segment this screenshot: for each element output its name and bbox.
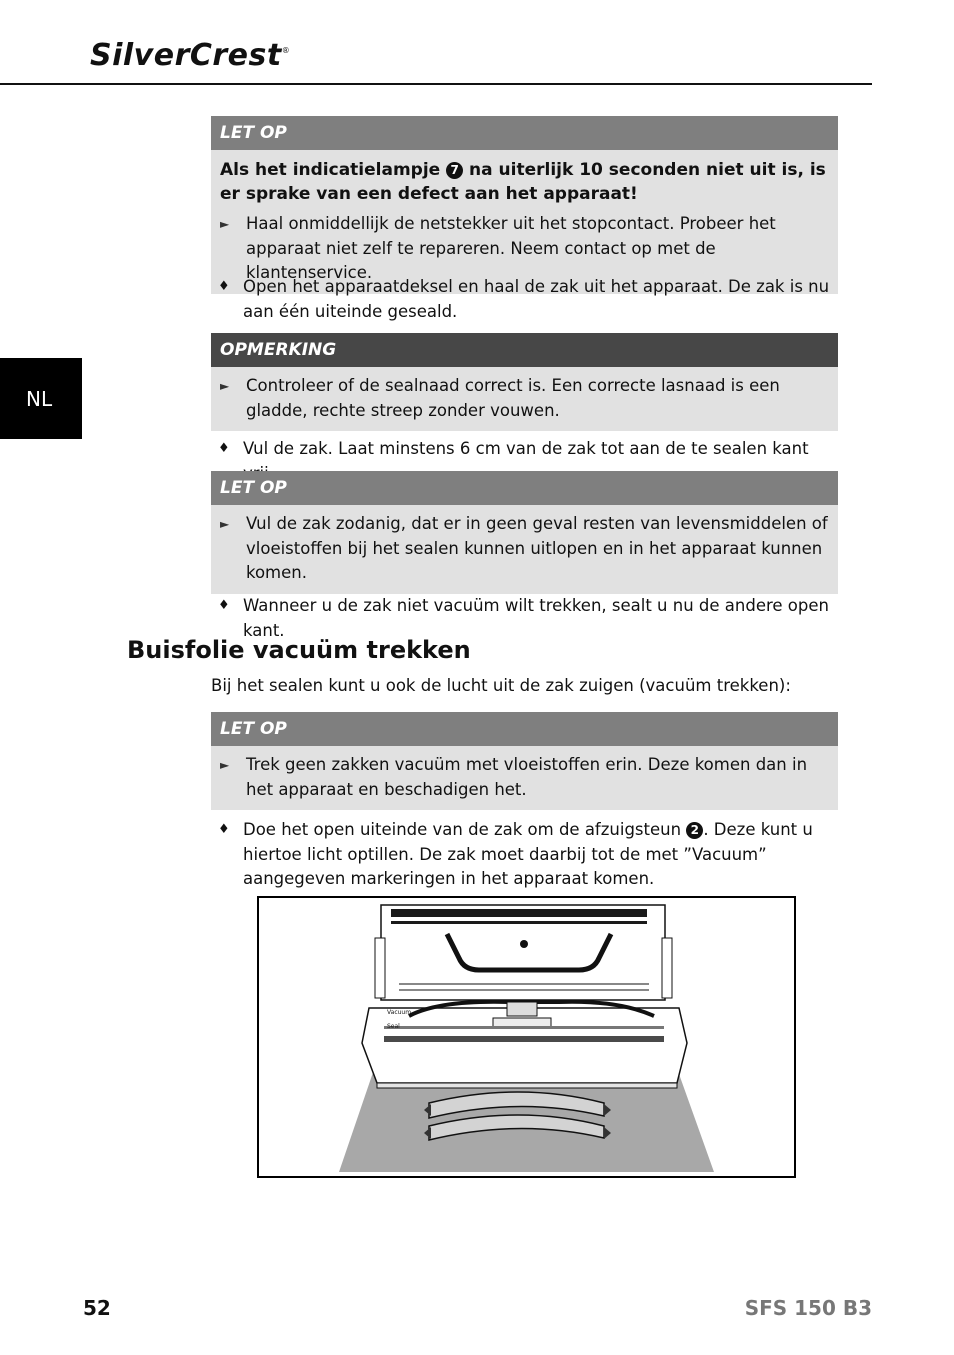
list-item: ► Vul de zak zodanig, dat er in geen geval resten van levensmiddelen of vloeistoffen bij het sealen kunnen uitlopen en in het apparaat kunnen komen.: [220, 512, 828, 586]
warning-statement: Als het indicatielampje 7 na uiterlijk 10 seconden niet uit is, is er sprake van een defect aan het apparaat!: [220, 160, 826, 204]
page-number: 52: [83, 1296, 111, 1320]
step-3: ♦ Wanneer u de zak niet vacuüm wilt trekken, sealt u nu de andere open kant.: [211, 594, 838, 643]
section-title: Buisfolie vacuüm trekken: [127, 636, 471, 664]
warning-heading: LET OP: [211, 712, 838, 746]
vacuum-sealer-illustration: [257, 896, 796, 1178]
brand-logo: SilverCrest®: [90, 38, 291, 73]
header-rule: [0, 83, 872, 85]
diamond-bullet-icon: ♦: [218, 822, 230, 837]
list-item: ► Controleer of de sealnaad correct is. Een correcte lasnaad is een gladde, rechte streep zonder vouwen.: [220, 374, 828, 423]
warning-heading: LET OP: [211, 471, 838, 505]
suction-support: [507, 1002, 537, 1016]
warning-box-1: [211, 116, 838, 294]
lid-seal-strip: [391, 909, 647, 917]
step-4: ♦ Doe het open uiteinde van de zak om de afzuigsteun 2 . Deze kunt u hiertoe licht optillen. De zak moet daarbij tot de met ”Vacuum” aangegeven markeringen in het apparaat komen.: [211, 818, 838, 892]
warning-box-3: [211, 712, 838, 810]
seal-bar: [384, 1036, 664, 1042]
device-lid: [381, 905, 665, 1000]
indicator-ref-badge: 7: [446, 162, 463, 179]
list-item: ► Haal onmiddellijk de netstekker uit het stopcontact. Probeer het apparaat niet zelf te repareren. Neem contact op met de klantenservice.: [220, 212, 828, 286]
vacuum-label: Vacuum: [387, 1009, 412, 1016]
model-number: SFS 150 B3: [744, 1296, 872, 1320]
step-1: ♦ Open het apparaatdeksel en haal de zak uit het apparaat. De zak is nu aan één uiteinde geseald.: [211, 275, 838, 324]
language-tab: NL: [0, 358, 82, 439]
diamond-bullet-icon: ♦: [218, 441, 230, 456]
step-2: ♦ Vul de zak. Laat minstens 6 cm van de zak tot aan de te sealen kant: [211, 437, 838, 486]
sealer-drawing: [259, 898, 794, 1176]
arrow-bullet-icon: ►: [220, 517, 230, 531]
list-item: ► Trek geen zakken vacuüm met vloeistoffen erin. Deze komen dan in het apparaat en beschadigen het.: [220, 753, 828, 802]
arrow-bullet-icon: ►: [220, 217, 230, 231]
section-intro: Bij het sealen kunt u ook de lucht uit de zak zuigen (vacuüm trekken):: [211, 676, 791, 695]
arrow-bullet-icon: ►: [220, 758, 230, 772]
seal-label: Seal: [387, 1023, 400, 1030]
warning-box-2: [211, 471, 838, 594]
arrow-bullet-icon: ►: [220, 379, 230, 393]
note-heading: OPMERKING: [211, 333, 838, 367]
diamond-bullet-icon: ♦: [218, 598, 230, 613]
warning-heading: LET OP: [211, 116, 838, 150]
suction-support-ref-badge: 2: [686, 822, 703, 839]
note-box: [211, 333, 838, 431]
diamond-bullet-icon: ♦: [218, 279, 230, 294]
